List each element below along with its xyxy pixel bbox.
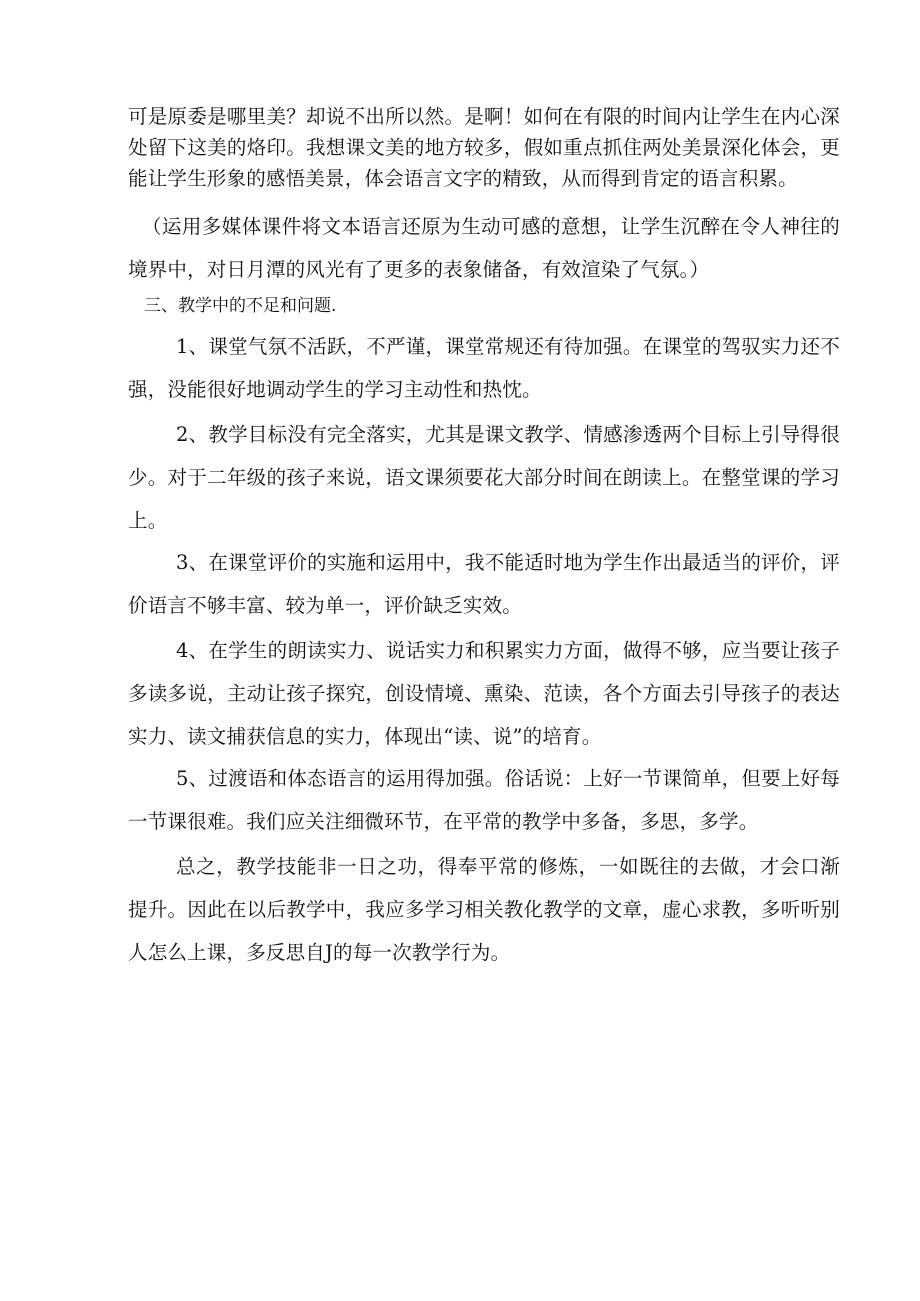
list-item-5: 5、过渡语和体态语言的运用得加强。俗话说：上好一节课简单，但要上好每一节课很难。我们应关注细微环节，在平常的教学中多备，多思，多学。 (128, 767, 840, 833)
conclusion-paragraph: 总之，教学技能非一日之功，得奉平常的修炼，一如既往的去做，才会口渐提升。因此在以后教学中，我应多学习相关教化教学的文章，虚心求教，多听听别人怎么上课，多反思自J的每一次教学行为。 (128, 855, 840, 964)
section-heading: 三、教学中的不足和问题. (144, 296, 337, 316)
list-item-2: 2、教学目标没有完全落实，尤其是课文教学、情感渗透两个目标上引导得很少。对于二年级的孩子来说，语文课须要花大部分时间在朗读上。在整堂课的学习上。 (128, 423, 840, 532)
body-paragraph: 可是原委是哪里美？却说不出所以然。是啊！如何在有限的时间内让学生在内心深处留下这美的烙印。我想课文美的地方较多，假如重点抓住两处美景深化体会，更能让学生形象的感悟美景，体会语言文字的精致，从而得到肯定的语言积累。 (128, 105, 840, 190)
body-paragraph-note: （运用多媒体课件将文本语言还原为生动可感的意想，让学生沉醉在令人神往的境界中，对日月潭的风光有了更多的表象储备，有效渲染了气氛。） (128, 215, 840, 281)
list-item-1: 1、课堂气氛不活跃，不严谨，课堂常规还有待加强。在课堂的驾驭实力还不强，没能很好地调动学生的学习主动性和热忱。 (128, 335, 840, 401)
list-item-3: 3、在课堂评价的实施和运用中，我不能适时地为学生作出最适当的评价，评价语言不够丰富、较为单一，评价缺乏实效。 (128, 551, 840, 617)
list-item-4: 4、在学生的朗读实力、说话实力和积累实力方面，做得不够，应当要让孩子多读多说，主动让孩子探究，创设情境、熏染、范读，各个方面去引导孩子的表达实力、读文捕获信息的实力，体现出“读、说”的培育。 (128, 639, 840, 748)
